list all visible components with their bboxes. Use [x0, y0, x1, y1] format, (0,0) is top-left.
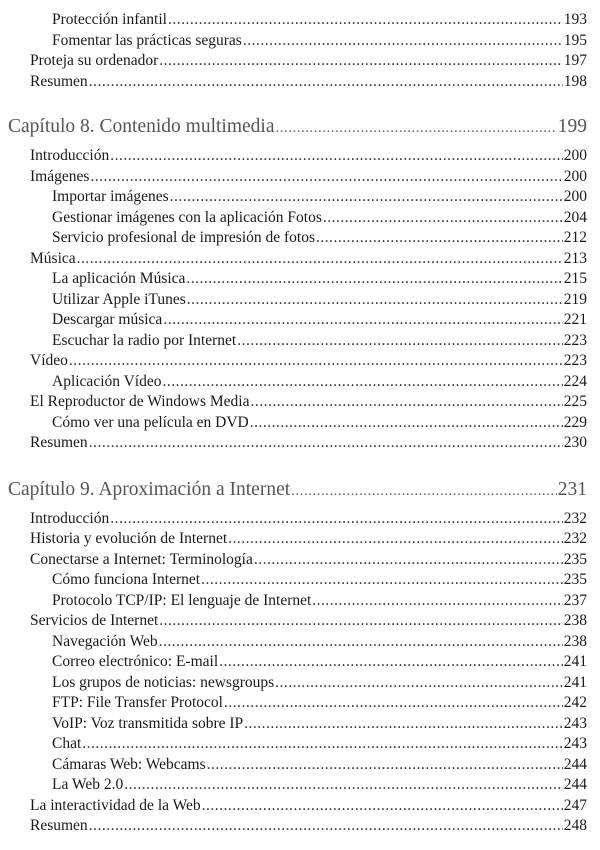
entry-page-number: 237: [563, 591, 587, 609]
entry-title: Cámaras Web: Webcams: [52, 755, 206, 773]
entry-title: Cómo ver una película en DVD: [52, 413, 249, 431]
toc-entry[interactable]: [30, 529, 587, 550]
entry-page-number: 204: [563, 208, 587, 226]
dot-leader: [162, 372, 562, 393]
entry-page-number: 197: [563, 52, 587, 69]
toc-entry[interactable]: [52, 331, 587, 352]
chapter-heading[interactable]: [8, 471, 587, 509]
entry-title: Resumen: [30, 434, 88, 451]
dot-leader: [323, 208, 563, 229]
dot-leader: [275, 109, 556, 147]
entry-title: Cómo funciona Internet: [52, 571, 201, 588]
entry-page-number: 243: [563, 735, 587, 752]
toc-entry[interactable]: [52, 208, 587, 229]
entry-title: La Web 2.0: [52, 776, 124, 793]
dot-leader: [312, 591, 562, 612]
entry-page-number: 229: [563, 413, 587, 431]
entry-page-number: 200: [563, 167, 587, 185]
entry-page-number: 232: [563, 530, 587, 547]
entry-title: Gestionar imágenes con la aplicación Fotos: [52, 208, 322, 226]
entry-title: Servicios de Internet: [30, 612, 159, 629]
toc-entry[interactable]: [52, 570, 587, 591]
toc-entry[interactable]: [52, 714, 587, 735]
dot-leader: [251, 392, 563, 413]
dot-leader: [89, 816, 563, 837]
toc-entry[interactable]: [52, 372, 587, 393]
entry-page-number: 215: [563, 270, 587, 287]
toc-entry[interactable]: [30, 509, 587, 530]
toc-entry[interactable]: [30, 550, 587, 571]
toc-entry[interactable]: [52, 10, 587, 31]
entry-title: Correo electrónico: E-mail: [52, 653, 219, 670]
entry-page-number: 238: [563, 612, 587, 629]
dot-leader: [219, 652, 563, 673]
entry-title: Vídeo: [30, 352, 68, 369]
entry-page-number: 223: [563, 331, 587, 349]
toc-entry[interactable]: [30, 51, 587, 72]
dot-leader: [291, 472, 557, 510]
dot-leader: [168, 10, 563, 31]
entry-title: Chat: [52, 735, 82, 752]
chapter-heading[interactable]: [8, 108, 587, 146]
entry-title: Los grupos de noticias: newsgroups: [52, 673, 275, 691]
dot-leader: [187, 290, 563, 311]
dot-leader: [250, 413, 563, 434]
entry-page-number: 198: [563, 72, 587, 90]
entry-title: FTP: File Transfer Protocol: [52, 694, 223, 711]
dot-leader: [77, 249, 563, 270]
entry-page-number: 244: [563, 755, 587, 773]
entry-page-number: 232: [563, 509, 587, 527]
entry-title: Conectarse a Internet: Terminología: [30, 550, 253, 568]
entry-title: Descargar música: [52, 311, 163, 328]
table-of-contents: [0, 10, 600, 837]
toc-entry[interactable]: [30, 249, 587, 270]
entry-page-number: 200: [563, 147, 587, 164]
entry-page-number: 221: [563, 311, 587, 328]
toc-entry[interactable]: [52, 632, 587, 653]
entry-title: Proteja su ordenador: [30, 52, 159, 69]
entry-title: Fomentar las prácticas seguras: [52, 31, 242, 49]
toc-entry[interactable]: [52, 31, 587, 52]
entry-page-number: 244: [563, 776, 587, 793]
entry-title: Historia y evolución de Internet: [30, 530, 228, 547]
entry-page-number: 213: [563, 249, 587, 267]
dot-leader: [237, 331, 563, 352]
entry-title: Resumen: [30, 72, 88, 90]
dot-leader: [170, 187, 563, 208]
entry-title: Navegación Web: [52, 632, 158, 650]
dot-leader: [82, 734, 562, 755]
toc-entry[interactable]: [30, 167, 587, 188]
dot-leader: [316, 228, 563, 249]
entry-page-number: 242: [563, 694, 587, 711]
toc-entry[interactable]: [30, 392, 587, 413]
toc-entry[interactable]: [52, 290, 587, 311]
entry-title: Aplicación Vídeo: [52, 372, 162, 390]
entry-page-number: 235: [563, 571, 587, 588]
dot-leader: [163, 310, 562, 331]
dot-leader: [202, 796, 563, 817]
toc-entry[interactable]: [52, 269, 587, 290]
dot-leader: [89, 433, 563, 454]
toc-entry[interactable]: [52, 413, 587, 434]
entry-title: El Reproductor de Windows Media: [30, 393, 250, 410]
entry-page-number: 195: [563, 31, 587, 49]
dot-leader: [201, 570, 563, 591]
dot-leader: [124, 775, 563, 796]
entry-page-number: 224: [563, 372, 587, 390]
toc-entry[interactable]: [30, 72, 587, 93]
toc-entry[interactable]: [30, 816, 587, 837]
entry-page-number: 241: [563, 673, 587, 691]
dot-leader: [207, 755, 563, 776]
toc-entry[interactable]: [52, 693, 587, 714]
dot-leader: [110, 509, 563, 530]
chapter-title: Capítulo 9. Aproximación a Internet: [8, 478, 291, 500]
dot-leader: [159, 611, 562, 632]
entry-page-number: 238: [563, 632, 587, 650]
toc-entry[interactable]: [52, 755, 587, 776]
toc-entry[interactable]: [52, 187, 587, 208]
entry-title: Introducción: [30, 147, 110, 164]
chapter-page-number: 199: [557, 116, 587, 137]
entry-title: Servicio profesional de impresión de fotos: [52, 229, 316, 246]
toc-entry[interactable]: [30, 433, 587, 454]
dot-leader: [254, 550, 563, 571]
dot-leader: [224, 693, 563, 714]
chapter-page-number: 231: [557, 478, 587, 500]
entry-page-number: 223: [563, 352, 587, 369]
toc-entry[interactable]: [52, 228, 587, 249]
toc-entry[interactable]: [30, 611, 587, 632]
dot-leader: [275, 673, 563, 694]
entry-page-number: 243: [563, 714, 587, 732]
entry-title: Imágenes: [30, 167, 90, 185]
toc-entry[interactable]: [52, 652, 587, 673]
dot-leader: [243, 31, 563, 52]
toc-entry[interactable]: [52, 673, 587, 694]
dot-leader: [159, 51, 562, 72]
entry-title: Resumen: [30, 817, 88, 834]
toc-entry[interactable]: [52, 775, 587, 796]
entry-page-number: 248: [563, 817, 587, 834]
entry-title: La aplicación Música: [52, 270, 186, 287]
entry-page-number: 230: [563, 434, 587, 451]
entry-page-number: 235: [563, 550, 587, 568]
entry-title: Introducción: [30, 509, 110, 527]
entry-title: Música: [30, 249, 76, 267]
entry-title: Escuchar la radio por Internet: [52, 331, 237, 349]
toc-entry[interactable]: [30, 146, 587, 167]
entry-title: La interactividad de la Web: [30, 796, 201, 814]
dot-leader: [159, 632, 563, 653]
entry-page-number: 225: [563, 393, 587, 410]
entry-title: Protocolo TCP/IP: El lenguaje de Internet: [52, 591, 312, 609]
toc-entry[interactable]: [52, 734, 587, 755]
entry-page-number: 200: [563, 188, 587, 205]
toc-entry[interactable]: [52, 310, 587, 331]
dot-leader: [90, 167, 562, 188]
dot-leader: [186, 269, 562, 290]
dot-leader: [89, 72, 563, 93]
toc-entry[interactable]: [52, 591, 587, 612]
entry-title: Importar imágenes: [52, 188, 169, 205]
entry-page-number: 247: [563, 796, 587, 814]
dot-leader: [110, 146, 563, 167]
entry-page-number: 193: [563, 11, 587, 28]
toc-entry[interactable]: [30, 351, 587, 372]
entry-title: Protección infantil: [52, 11, 167, 28]
entry-title: VoIP: Voz transmitida sobre IP: [52, 714, 244, 732]
chapter-title: Capítulo 8. Contenido multimedia: [8, 116, 275, 137]
dot-leader: [228, 529, 563, 550]
dot-leader: [244, 714, 563, 735]
entry-page-number: 219: [563, 290, 587, 308]
entry-title: Utilizar Apple iTunes: [52, 290, 186, 308]
spacer: [0, 92, 600, 108]
toc-entry[interactable]: [30, 796, 587, 817]
dot-leader: [69, 351, 563, 372]
spacer: [0, 454, 600, 471]
entry-page-number: 212: [563, 229, 587, 246]
entry-page-number: 241: [563, 653, 587, 670]
